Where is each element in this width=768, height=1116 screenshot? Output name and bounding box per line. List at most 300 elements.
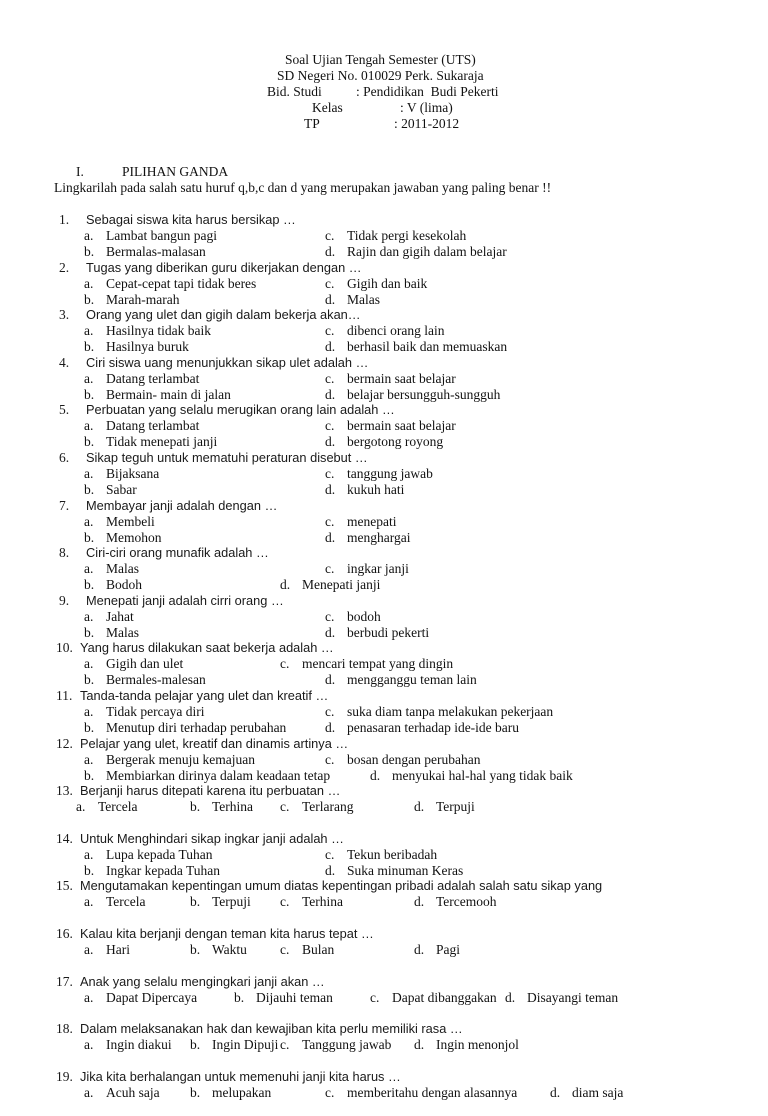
option-text: belajar bersungguh-sungguh [347,386,501,402]
option-letter: d. [550,1084,561,1100]
option-text: Ingin Dipuji [212,1037,279,1053]
option-letter: d. [325,529,336,545]
question-item [0,498,768,546]
answer-option[interactable] [84,609,134,625]
option-text: Terpuji [212,894,251,910]
option-letter: c. [280,1037,290,1053]
question-text [56,974,325,990]
question-text [56,450,368,466]
question-number: 1. [59,212,70,227]
option-text: Pagi [436,941,461,957]
option-text: Terlarang [302,799,354,815]
question-stem: Mengutamakan kepentingan umum diatas kepentingan pribadi adalah salah satu sikap yang [80,878,603,894]
option-letter: d. [505,989,516,1005]
answer-option[interactable] [325,228,466,244]
option-letter: a. [84,894,94,910]
option-letter: a. [84,323,94,339]
option-letter: b. [190,1084,201,1100]
answer-option[interactable] [325,466,433,482]
option-letter: b. [84,624,95,640]
answer-option[interactable] [84,466,159,482]
answer-option[interactable] [325,276,427,292]
option-text: Terhina [302,894,344,910]
option-letter: d. [325,672,336,688]
question-item [0,355,768,403]
option-text: Menepati janji [302,577,381,593]
answer-option[interactable] [84,244,206,260]
question-number: 6. [59,449,70,465]
answer-option[interactable] [325,752,480,768]
answer-option[interactable] [234,990,333,1006]
option-text: Dapat dibanggakan [392,989,497,1005]
answer-option[interactable] [325,530,410,546]
option-letter: a. [84,656,94,672]
section-number: I. [76,164,84,179]
option-text: Cepat-cepat tapi tidak beres [106,275,257,291]
option-letter: a. [84,561,94,577]
option-text: Malas [106,561,139,577]
option-text: Gigih dan baik [347,275,428,291]
answer-option[interactable] [190,942,247,958]
answer-option[interactable] [84,625,139,641]
option-text: Tanggung jawab [302,1037,392,1053]
option-text: Hari [106,941,130,957]
option-text: Dapat Dipercaya [106,989,198,1005]
option-text: Menutup diri terhadap perubahan [106,719,287,735]
question-stem: Sebagai siswa kita harus bersikap … [86,212,296,227]
option-letter: c. [325,1084,335,1100]
option-text: Tercela [106,894,146,910]
option-letter: d. [325,481,336,497]
answer-option[interactable] [325,418,456,434]
option-letter: d. [414,1037,425,1053]
option-letter: d. [325,339,336,355]
question-number: 4. [59,354,70,370]
answer-option[interactable] [84,530,162,546]
answer-option[interactable] [84,561,139,577]
answer-option[interactable] [84,990,197,1006]
subject-value: : Pendidikan Budi Pekerti [356,84,499,99]
class-label: Kelas [312,100,343,115]
question-text [56,640,334,656]
option-letter: d. [370,767,381,783]
option-text: melupakan [212,1084,272,1100]
option-text: Dijauhi teman [256,989,333,1005]
answer-option[interactable] [414,894,497,910]
question-stem: Tanda-tanda pelajar yang ulet dan kreatif … [80,687,329,703]
question-item [0,450,768,498]
answer-option[interactable] [325,482,404,498]
option-letter: a. [84,1037,94,1053]
question-text [56,1021,463,1037]
option-letter: b. [84,529,95,545]
answer-option[interactable] [84,894,146,910]
question-item [0,307,768,355]
answer-option[interactable] [84,434,217,450]
answer-option[interactable] [84,371,199,387]
question-text [56,545,269,561]
option-text: ingkar janji [347,561,409,577]
option-text: Membiarkan dirinya dalam keadaan tetap [106,767,331,783]
question-number: 10. [56,640,73,656]
answer-option[interactable] [280,894,343,910]
option-letter: a. [76,799,86,815]
option-letter: c. [325,275,335,291]
option-text: Ingin diakui [106,1037,172,1053]
answer-option[interactable] [370,768,573,784]
option-text: Lupa kepada Tuhan [106,846,213,862]
answer-option[interactable] [84,482,137,498]
answer-option[interactable] [325,244,507,260]
question-item [0,783,768,831]
option-letter: d. [325,624,336,640]
instruction-text: Lingkarilah pada salah satu huruf q,b,c dan d yang merupakan jawaban yang paling benar !! [54,180,552,195]
answer-option[interactable] [84,704,204,720]
subject-label: Bid. Studi [267,84,322,99]
option-letter: d. [414,799,425,815]
option-letter: a. [84,989,94,1005]
answer-option[interactable] [84,276,256,292]
option-text: memberitahu dengan alasannya [347,1084,518,1100]
answer-option[interactable] [190,799,253,815]
section-title: PILIHAN GANDA [122,164,229,179]
exam-title: Soal Ujian Tengah Semester (UTS) [285,52,476,67]
option-letter: d. [325,291,336,307]
option-letter: b. [234,989,245,1005]
option-text: Bulan [302,941,335,957]
option-text: bermain saat belajar [347,370,456,386]
question-item [0,688,768,736]
option-text: Sabar [106,481,137,497]
option-text: suka diam tanpa melakukan pekerjaan [347,703,554,719]
question-text [56,355,368,371]
option-letter: b. [84,339,95,355]
answer-option[interactable] [280,656,453,672]
question-number: 8. [59,545,70,561]
answer-option[interactable] [84,1085,160,1101]
option-text: menghargai [347,529,411,545]
answer-option[interactable] [325,323,444,339]
option-letter: a. [84,941,94,957]
option-text: Acuh saja [106,1084,160,1100]
option-text: mencari tempat yang dingin [302,656,454,672]
answer-option[interactable] [84,339,189,355]
answer-option[interactable] [280,577,380,593]
option-letter: a. [84,1084,94,1100]
option-text: penasaran terhadap ide-ide baru [347,719,520,735]
option-text: Tekun beribadah [347,846,438,862]
answer-option[interactable] [414,1037,519,1053]
option-text: mengganggu teman lain [347,672,477,688]
option-letter: a. [84,751,94,767]
option-letter: a. [84,846,94,862]
option-text: menyukai hal-hal yang tidak baik [392,767,573,783]
question-stem: Yang harus dilakukan saat bekerja adalah … [80,640,334,656]
option-text: berbudi pekerti [347,624,430,640]
question-number: 14. [56,830,73,846]
answer-option[interactable] [325,704,553,720]
option-letter: b. [190,894,201,910]
option-letter: b. [84,577,95,593]
question-number: 15. [56,878,73,894]
option-text: Ingkar kepada Tuhan [106,862,220,878]
option-text: bosan dengan perubahan [347,751,481,767]
question-number: 12. [56,735,73,751]
option-letter: b. [190,799,201,815]
question-stem: Tugas yang diberikan guru dikerjakan dengan … [86,259,362,275]
option-text: menepati [347,513,397,529]
question-number: 2. [59,259,70,275]
question-stem: Anak yang selalu mengingkari janji akan … [80,973,325,989]
option-text: Terhina [212,799,254,815]
answer-option[interactable] [325,561,409,577]
question-stem: Ciri siswa uang menunjukkan sikap ulet adalah … [86,354,369,370]
answer-option[interactable] [280,799,354,815]
option-letter: c. [280,894,290,910]
option-text: Bermalas-malasan [106,244,206,259]
answer-option[interactable] [280,942,334,958]
option-letter: c. [325,323,335,339]
answer-option[interactable] [84,418,199,434]
question-text [56,926,374,942]
answer-option[interactable] [84,768,330,784]
option-letter: c. [325,370,335,386]
question-number: 5. [59,402,70,418]
option-letter: b. [84,672,95,688]
option-letter: b. [84,481,95,497]
answer-option[interactable] [325,847,437,863]
option-text: Bodoh [106,577,143,593]
question-stem: Ciri-ciri orang munafik adalah … [86,545,269,561]
option-letter: c. [370,989,380,1005]
answer-option[interactable] [84,228,217,244]
answer-option[interactable] [325,609,381,625]
question-item [0,402,768,450]
option-text: Memohon [106,529,162,545]
question-number: 9. [59,592,70,608]
answer-option[interactable] [550,1085,623,1101]
option-text: Disayangi teman [527,989,619,1005]
answer-option[interactable] [325,720,519,736]
question-text [56,831,344,847]
option-text: Bermales-malesan [106,672,206,688]
answer-option[interactable] [325,672,477,688]
question-number: 11. [56,687,73,703]
option-letter: c. [325,513,335,529]
answer-option[interactable] [325,387,500,403]
option-letter: b. [190,941,201,957]
question-item [0,974,768,1022]
answer-option[interactable] [84,752,255,768]
question-number: 19. [56,1068,73,1084]
question-stem: Sikap teguh untuk mematuhi peraturan disebut … [86,449,368,465]
option-text: Gigih dan ulet [106,656,184,672]
option-text: tanggung jawab [347,465,433,481]
answer-option[interactable] [84,387,231,403]
option-text: bergotong royong [347,434,444,450]
answer-option[interactable] [76,799,138,815]
option-letter: a. [84,703,94,719]
option-text: Bijaksana [106,465,160,481]
question-text [56,1069,401,1085]
option-text: Malas [106,624,139,640]
answer-option[interactable] [84,942,130,958]
option-letter: b. [84,719,95,735]
option-letter: d. [325,386,336,402]
question-item [0,640,768,688]
year-label: TP [304,116,320,131]
question-stem: Kalau kita berjanji dengan teman kita harus tepat … [80,925,374,941]
answer-option[interactable] [325,292,380,308]
option-letter: a. [84,465,94,481]
question-item [0,593,768,641]
option-letter: b. [84,767,95,783]
option-letter: b. [84,386,95,402]
answer-option[interactable] [84,292,179,308]
question-item [0,831,768,879]
option-text: Tercemooh [436,894,497,910]
option-text: Datang terlambat [106,418,200,434]
answer-option[interactable] [84,720,286,736]
option-text: Lambat bangun pagi [106,228,217,243]
option-text: Tidak percaya diri [106,703,205,719]
question-number: 13. [56,783,73,799]
option-text: Tercela [98,799,138,815]
answer-option[interactable] [84,672,206,688]
question-number: 3. [59,307,70,323]
answer-option[interactable] [190,894,251,910]
option-letter: c. [325,703,335,719]
question-item [0,926,768,974]
option-letter: d. [280,577,291,593]
answer-option[interactable] [325,625,429,641]
answer-option[interactable] [84,323,211,339]
option-text: Malas [347,291,380,307]
answer-option[interactable] [325,434,443,450]
option-text: Hasilnya tidak baik [106,323,211,339]
question-number: 17. [56,973,73,989]
answer-option[interactable] [505,990,618,1006]
question-item [0,212,768,260]
question-stem: Menepati janji adalah cirri orang … [86,592,284,608]
answer-option[interactable] [325,339,507,355]
answer-option[interactable] [325,1085,517,1101]
question-number: 16. [56,925,73,941]
question-stem: Dalam melaksanakan hak dan kewajiban kita perlu memiliki rasa … [80,1021,463,1037]
question-stem: Jika kita berhalangan untuk memenuhi janji kita harus … [80,1068,401,1084]
option-text: Suka minuman Keras [347,862,464,878]
option-letter: b. [84,291,95,307]
option-letter: a. [84,228,94,243]
answer-option[interactable] [84,577,142,593]
question-item [0,260,768,308]
option-text: bermain saat belajar [347,418,456,434]
option-text: Tidak menepati janji [106,434,218,450]
question-stem: Pelajar yang ulet, kreatif dan dinamis artinya … [80,735,349,751]
question-text [56,498,277,514]
question-item [0,545,768,593]
option-letter: c. [325,608,335,624]
option-text: diam saja [572,1084,624,1100]
school-name: SD Negeri No. 010029 Perk. Sukaraja [277,68,484,83]
option-letter: c. [325,228,335,243]
question-text [56,783,340,799]
option-letter: c. [325,846,335,862]
answer-option[interactable] [280,1037,391,1053]
question-item [0,736,768,784]
option-letter: c. [280,799,290,815]
question-text [56,878,602,894]
section-heading [76,164,228,180]
option-text: Waktu [212,941,247,957]
question-number: 18. [56,1021,73,1037]
answer-option[interactable] [84,656,183,672]
year-value: : 2011-2012 [394,116,460,131]
option-letter: c. [325,561,335,577]
question-stem: Orang yang ulet dan gigih dalam bekerja akan… [86,307,361,323]
option-letter: c. [325,751,335,767]
answer-option[interactable] [84,514,155,530]
answer-option[interactable] [190,1085,271,1101]
question-item [0,1069,768,1116]
option-text: Ingin menonjol [436,1037,519,1053]
option-letter: d. [414,941,425,957]
answer-option[interactable] [325,514,396,530]
option-letter: a. [84,513,94,529]
question-text [56,736,348,752]
option-letter: b. [84,862,95,878]
answer-option[interactable] [370,990,497,1006]
option-text: Tidak pergi kesekolah [347,228,467,243]
option-text: Membeli [106,513,155,529]
question-text [56,260,362,276]
question-text [56,593,284,609]
option-letter: d. [325,862,336,878]
question-text [56,688,328,704]
option-text: berhasil baik dan memuaskan [347,339,508,355]
option-letter: c. [280,941,290,957]
question-stem: Perbuatan yang selalu merugikan orang lain adalah … [86,402,395,418]
option-text: Terpuji [436,799,475,815]
option-letter: d. [325,719,336,735]
option-letter: b. [190,1037,201,1053]
answer-option[interactable] [325,371,456,387]
question-text [56,212,296,228]
question-text [56,307,361,323]
option-text: Datang terlambat [106,370,200,386]
answer-option[interactable] [414,942,460,958]
question-item [0,878,768,926]
answer-option[interactable] [414,799,475,815]
option-letter: c. [325,465,335,481]
option-text: Bergerak menuju kemajuan [106,751,255,767]
option-letter: c. [325,418,335,434]
option-text: kukuh hati [347,481,405,497]
answer-option[interactable] [84,1037,172,1053]
question-list [0,212,768,1116]
answer-option[interactable] [84,863,220,879]
question-number: 7. [59,497,70,513]
question-item [0,1021,768,1069]
option-letter: d. [325,434,336,450]
option-letter: c. [280,656,290,672]
answer-option[interactable] [84,847,212,863]
option-text: bodoh [347,608,381,624]
question-text [56,402,395,418]
question-stem: Untuk Menghindari sikap ingkar janji adalah … [80,830,344,846]
answer-option[interactable] [325,863,463,879]
answer-option[interactable] [190,1037,278,1053]
